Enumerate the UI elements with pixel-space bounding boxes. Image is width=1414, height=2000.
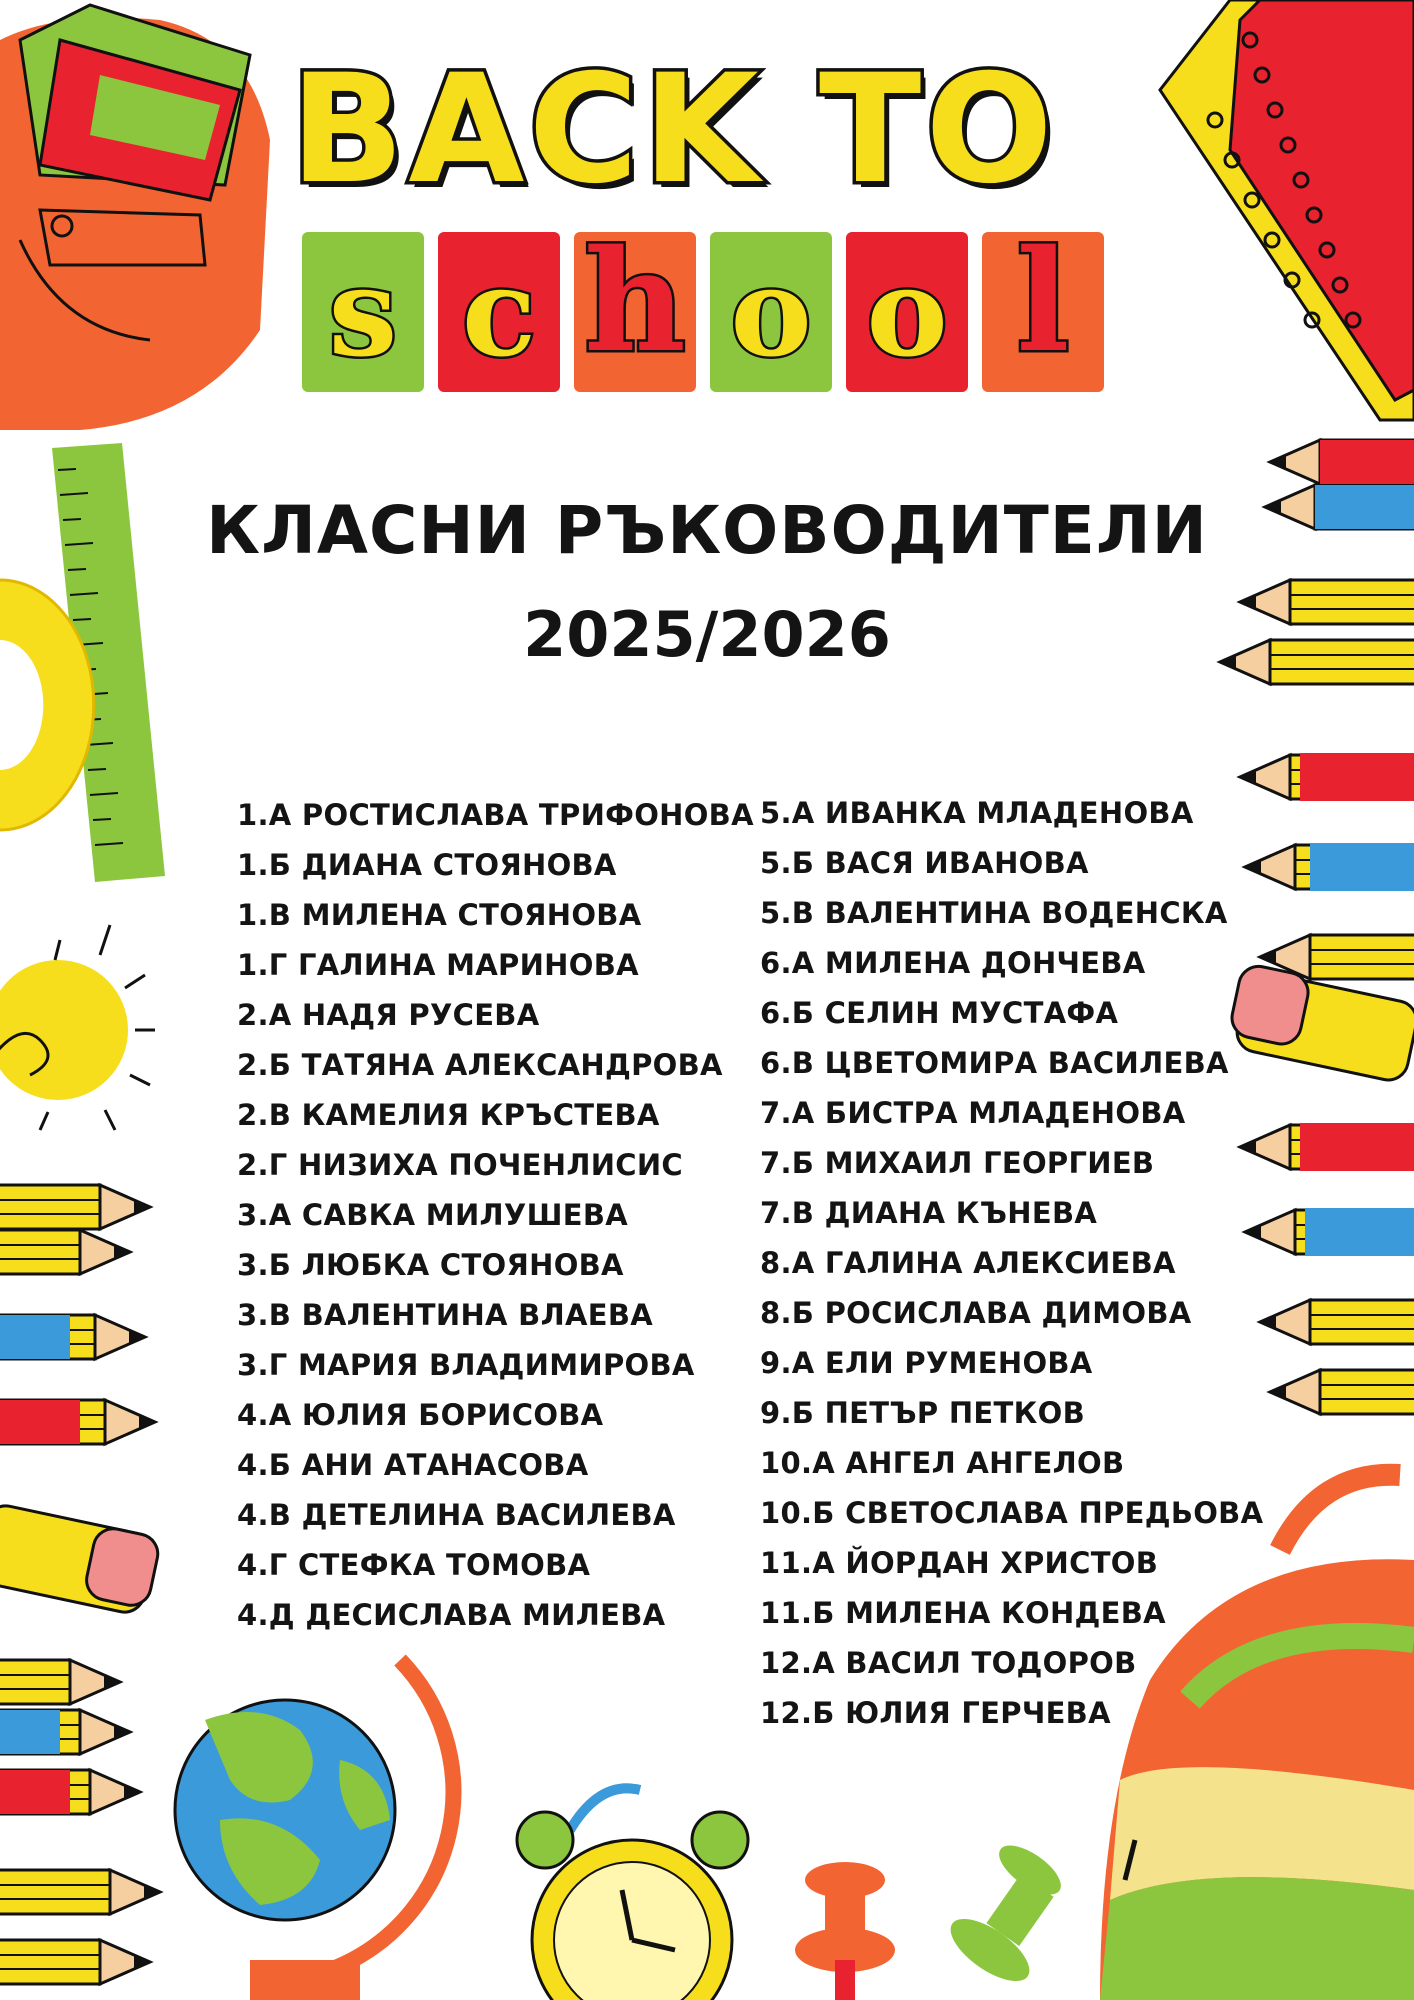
list-item: 2.В КАМЕЛИЯ КРЪСТЕВА <box>237 1098 660 1132</box>
list-item: 7.А БИСТРА МЛАДЕНОВА <box>760 1096 1186 1130</box>
title-school <box>302 220 1104 392</box>
list-item: 10.Б СВЕТОСЛАВА ПРЕДЬОВА <box>760 1496 1264 1530</box>
list-item: 4.Б АНИ АТАНАСОВА <box>237 1448 589 1482</box>
list-item: 6.А МИЛЕНА ДОНЧЕВА <box>760 946 1146 980</box>
list-item: 9.А ЕЛИ РУМЕНОВА <box>760 1346 1093 1380</box>
list-item: 1.Г ГАЛИНА МАРИНОВА <box>237 948 639 982</box>
pencil-icon <box>0 1185 161 1984</box>
title-letter: l <box>1016 220 1070 384</box>
list-item: 3.Г МАРИЯ ВЛАДИМИРОВА <box>237 1348 695 1382</box>
list-item: 7.В ДИАНА КЪНЕВА <box>760 1196 1098 1230</box>
list-item: 2.А НАДЯ РУСЕВА <box>237 998 540 1032</box>
list-item: 2.Г НИЗИХА ПОЧЕНЛИСИС <box>237 1148 684 1182</box>
list-item: 8.А ГАЛИНА АЛЕКСИЕВА <box>760 1246 1176 1280</box>
list-item: 5.Б ВАСЯ ИВАНОВА <box>760 846 1089 880</box>
list-item: 11.А ЙОРДАН ХРИСТОВ <box>760 1546 1159 1580</box>
list-item: 1.А РОСТИСЛАВА ТРИФОНОВА <box>237 798 754 832</box>
list-item: 12.Б ЮЛИЯ ГЕРЧЕВА <box>760 1696 1111 1730</box>
list-item: 11.Б МИЛЕНА КОНДЕВА <box>760 1596 1166 1630</box>
list-item: 10.А АНГЕЛ АНГЕЛОВ <box>760 1446 1125 1480</box>
list-item: 7.Б МИХАИЛ ГЕОРГИЕВ <box>760 1146 1155 1180</box>
title-letter: c <box>461 240 537 384</box>
list-item: 3.А САВКА МИЛУШЕВА <box>237 1198 628 1232</box>
list-item: 6.В ЦВЕТОМИРА ВАСИЛЕВА <box>760 1046 1229 1080</box>
list-item: 1.В МИЛЕНА СТОЯНОВА <box>237 898 642 932</box>
list-item: 3.В ВАЛЕНТИНА ВЛАЕВА <box>237 1298 653 1332</box>
title-letter: o <box>866 240 948 384</box>
title-back-to: BACK TO <box>290 43 1057 217</box>
alarm-clock-icon <box>517 1788 748 2000</box>
list-item: 5.В ВАЛЕНТИНА ВОДЕНСКА <box>760 896 1228 930</box>
heading-year: 2025/2026 <box>523 598 891 671</box>
list-item: 4.Д ДЕСИСЛАВА МИЛЕВА <box>237 1598 666 1632</box>
teacher-list-left <box>237 790 754 1640</box>
title-letter: o <box>730 240 812 384</box>
lightbulb-icon <box>0 925 155 1130</box>
list-item: 5.А ИВАНКА МЛАДЕНОВА <box>760 796 1194 830</box>
push-pin-icon <box>795 1836 1069 2000</box>
book-icon <box>20 5 250 200</box>
notebook-icon <box>1160 0 1414 420</box>
list-item: 8.Б РОСИСЛАВА ДИМОВА <box>760 1296 1192 1330</box>
list-item: 4.В ДЕТЕЛИНА ВАСИЛЕВА <box>237 1498 676 1532</box>
list-item: 4.А ЮЛИЯ БОРИСОВА <box>237 1398 604 1432</box>
list-item: 9.Б ПЕТЪР ПЕТКОВ <box>760 1396 1085 1430</box>
list-item: 1.Б ДИАНА СТОЯНОВА <box>237 848 617 882</box>
heading-title: КЛАСНИ РЪКОВОДИТЕЛИ <box>206 492 1208 569</box>
title-letter: h <box>584 220 686 384</box>
list-item: 6.Б СЕЛИН МУСТАФА <box>760 996 1119 1030</box>
list-item: 2.Б ТАТЯНА АЛЕКСАНДРОВА <box>237 1048 723 1082</box>
list-item: 12.А ВАСИЛ ТОДОРОВ <box>760 1646 1137 1680</box>
list-item: 4.Г СТЕФКА ТОМОВА <box>237 1548 591 1582</box>
teacher-list-right <box>760 788 1263 1738</box>
title-letter: s <box>328 240 398 384</box>
globe-icon <box>175 1660 453 2000</box>
list-item: 3.Б ЛЮБКА СТОЯНОВА <box>237 1248 624 1282</box>
